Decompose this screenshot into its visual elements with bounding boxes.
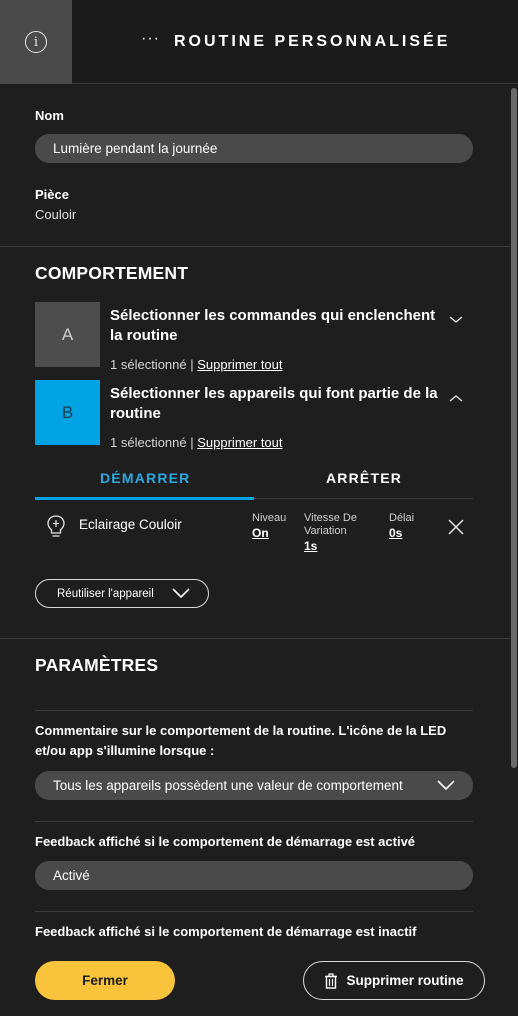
name-input[interactable]: Lumière pendant la journée xyxy=(35,134,473,163)
chevron-down-icon[interactable] xyxy=(449,313,463,327)
chevron-up-icon[interactable] xyxy=(449,391,463,405)
active-tab-indicator xyxy=(35,497,254,500)
feedback-label: Commentaire sur le comportement de la routine. L'icône de la LED et/ou app s'illumine lorsque : xyxy=(35,723,447,758)
tab-start[interactable]: DÉMARRER xyxy=(100,470,191,486)
devices-title[interactable]: Sélectionner les appareils qui font partie de la routine xyxy=(110,385,438,422)
devices-summary xyxy=(110,435,283,450)
level-value[interactable]: On xyxy=(252,526,269,540)
room-label: Pièce xyxy=(35,187,69,202)
trash-icon xyxy=(324,973,338,989)
page-title: ROUTINE PERSONNALISÉE xyxy=(174,33,451,50)
chevron-down-icon xyxy=(172,588,190,599)
divider xyxy=(0,246,510,247)
reuse-device-button[interactable] xyxy=(35,579,209,608)
active-feedback-field[interactable]: Activé xyxy=(35,861,473,890)
tab-stop[interactable]: ARRÊTER xyxy=(326,470,403,486)
close-button[interactable]: Fermer xyxy=(35,961,175,1000)
devices-tile: B xyxy=(35,380,100,445)
reuse-device-label: Réutiliser l'appareil xyxy=(57,587,154,600)
feedback-select-value: Tous les appareils possèdent une valeur de comportement xyxy=(53,778,403,793)
triggers-tile: A xyxy=(35,302,100,367)
level-label: Niveau xyxy=(252,512,287,524)
divider xyxy=(0,638,510,639)
triggers-remove-all-link[interactable]: Supprimer tout xyxy=(197,357,283,372)
devices-remove-all-link[interactable]: Supprimer tout xyxy=(197,435,283,450)
delay-label: Délai xyxy=(389,512,415,524)
devices-count: 1 sélectionné | xyxy=(110,435,194,450)
divider xyxy=(35,710,473,711)
more-icon[interactable]: ··· xyxy=(141,30,160,47)
close-icon[interactable] xyxy=(448,519,464,535)
divider xyxy=(35,821,473,822)
chevron-down-icon xyxy=(437,780,455,791)
info-icon: i xyxy=(25,31,47,53)
params-title: PARAMÈTRES xyxy=(35,655,159,675)
device-name: Eclairage Couloir xyxy=(79,517,182,532)
triggers-count: 1 sélectionné | xyxy=(110,357,194,372)
active-feedback-label: Feedback affiché si le comportement de démarrage est activé xyxy=(35,834,416,849)
name-label: Nom xyxy=(35,108,64,123)
behavior-title: COMPORTEMENT xyxy=(35,263,189,283)
info-button[interactable] xyxy=(0,0,72,84)
scrollbar[interactable] xyxy=(511,88,517,768)
footer-bar xyxy=(0,942,518,1016)
delay-value[interactable]: 0s xyxy=(389,526,403,540)
light-bulb-icon xyxy=(46,514,66,540)
speed-value[interactable]: 1s xyxy=(304,539,318,553)
triggers-summary xyxy=(110,357,283,372)
inactive-feedback-label: Feedback affiché si le comportement de démarrage est inactif xyxy=(35,924,417,939)
room-value: Couloir xyxy=(35,207,77,222)
scroll-content[interactable] xyxy=(0,85,510,942)
delete-routine-button[interactable] xyxy=(303,961,485,1000)
speed-label: Vitesse De Variation xyxy=(304,512,357,537)
feedback-select[interactable] xyxy=(35,771,473,800)
delete-routine-label: Supprimer routine xyxy=(346,973,464,988)
triggers-title[interactable]: Sélectionner les commandes qui enclenchent la routine xyxy=(110,307,436,344)
header-bar xyxy=(0,0,518,84)
divider xyxy=(35,911,473,912)
